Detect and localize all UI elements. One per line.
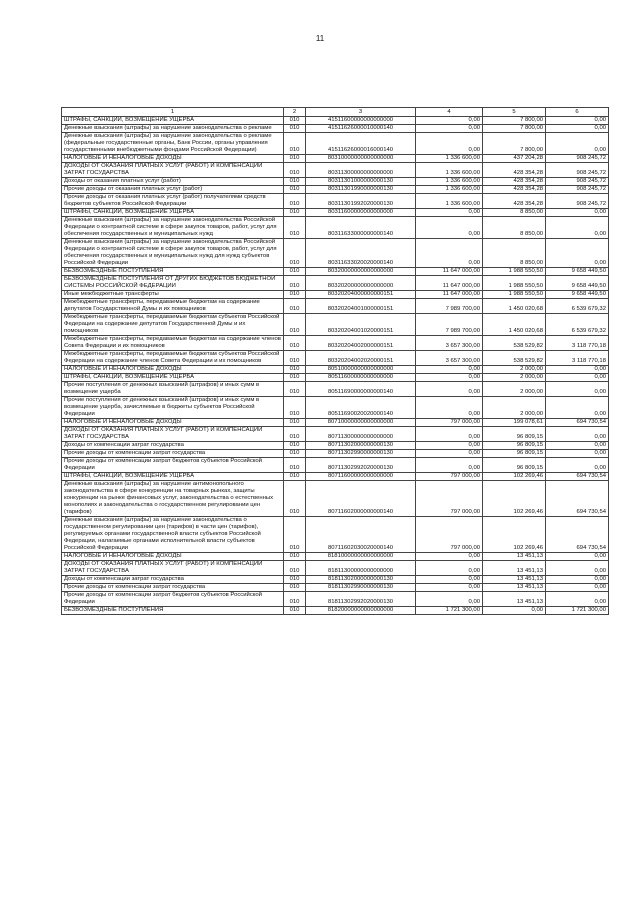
row-name-cell: БЕЗВОЗМЕЗДНЫЕ ПОСТУПЛЕНИЯ ОТ ДРУГИХ БЮДЖЕТОВ БЮДЖЕТНОЙ СИСТЕМЫ РОССИЙСКОЙ ФЕДЕРАЦИИ (62, 276, 284, 291)
row-actual-cell: 13 451,13 (483, 592, 546, 607)
row-plan-cell: 0,00 (416, 239, 483, 268)
table-row (62, 117, 609, 125)
header-cell: 2 (284, 108, 306, 117)
row-actual-cell: 102 269,46 (483, 481, 546, 517)
row-name-cell: ШТРАФЫ, САНКЦИИ, ВОЗМЕЩЕНИЕ УЩЕРБА (62, 117, 284, 125)
row-line-code-cell: 010 (284, 576, 306, 584)
row-name-cell: Прочие доходы от компенсации затрат государства (62, 584, 284, 592)
row-line-code-cell: 010 (284, 382, 306, 397)
row-plan-cell: 11 647 000,00 (416, 268, 483, 276)
row-plan-cell: 0,00 (416, 450, 483, 458)
row-line-code-cell: 010 (284, 419, 306, 427)
row-line-code-cell: 010 (284, 133, 306, 155)
table-row (62, 336, 609, 351)
revenue-table (61, 107, 609, 615)
row-budget-code-cell: 80311633020020000140 (306, 239, 416, 268)
row-name-cell: НАЛОГОВЫЕ И НЕНАЛОГОВЫЕ ДОХОДЫ (62, 366, 284, 374)
row-line-code-cell: 010 (284, 239, 306, 268)
row-line-code-cell: 010 (284, 427, 306, 442)
row-plan-cell: 1 336 600,00 (416, 155, 483, 163)
row-budget-code-cell: 81811302990000000130 (306, 584, 416, 592)
row-remain-cell: 694 730,54 (546, 517, 609, 553)
row-actual-cell: 1 988 550,50 (483, 291, 546, 299)
row-plan-cell: 7 989 700,00 (416, 314, 483, 336)
row-plan-cell: 0,00 (416, 592, 483, 607)
row-remain-cell: 3 118 770,18 (546, 351, 609, 366)
row-plan-cell: 3 657 300,00 (416, 351, 483, 366)
table-row (62, 397, 609, 419)
table-row (62, 553, 609, 561)
row-remain-cell: 908 245,72 (546, 155, 609, 163)
table-row (62, 458, 609, 473)
row-actual-cell: 538 529,82 (483, 351, 546, 366)
row-line-code-cell: 010 (284, 314, 306, 336)
row-name-cell: Иные межбюджетные трансферты (62, 291, 284, 299)
row-name-cell: НАЛОГОВЫЕ И НЕНАЛОГОВЫЕ ДОХОДЫ (62, 155, 284, 163)
row-line-code-cell: 010 (284, 186, 306, 194)
row-budget-code-cell: 81811302992020000130 (306, 592, 416, 607)
row-line-code-cell: 010 (284, 117, 306, 125)
row-budget-code-cell: 80320204002020000151 (306, 351, 416, 366)
row-budget-code-cell: 41511626000010000140 (306, 125, 416, 133)
row-actual-cell: 2 000,00 (483, 374, 546, 382)
row-name-cell: Прочие поступления от денежных взысканий (штрафов) и иных сумм в возмещение ущерба, зачисляемые в бюджеты субъектов Российской Федерации (62, 397, 284, 419)
row-name-cell: Межбюджетные трансферты, передаваемые бюджетам на содержание членов Совета Федерации и их помощников (62, 336, 284, 351)
row-remain-cell: 0,00 (546, 584, 609, 592)
row-name-cell: Прочие доходы от компенсации затрат государства (62, 450, 284, 458)
row-plan-cell: 797 000,00 (416, 419, 483, 427)
row-line-code-cell: 010 (284, 163, 306, 178)
row-name-cell: Доходы от оказания платных услуг (работ) (62, 178, 284, 186)
row-plan-cell: 1 336 600,00 (416, 194, 483, 209)
row-line-code-cell: 010 (284, 374, 306, 382)
row-budget-code-cell: 80320204001000000151 (306, 299, 416, 314)
row-plan-cell: 1 336 600,00 (416, 178, 483, 186)
table-row (62, 186, 609, 194)
row-remain-cell: 0,00 (546, 133, 609, 155)
table-row (62, 366, 609, 374)
row-plan-cell: 0,00 (416, 553, 483, 561)
row-remain-cell: 908 245,72 (546, 186, 609, 194)
row-budget-code-cell: 80311633000000000140 (306, 217, 416, 239)
row-budget-code-cell: 80320000000000000000 (306, 268, 416, 276)
row-budget-code-cell: 80320200000000000000 (306, 276, 416, 291)
row-line-code-cell: 010 (284, 194, 306, 209)
row-name-cell: Денежные взыскания (штрафы) за нарушение законодательства Российской Федерации о контрактной системе в сфере закупок товаров, работ, услуг для обеспечения государственных и муниципальных нужд для нужд субъектов Российской Федерации (62, 239, 284, 268)
row-actual-cell: 8 850,00 (483, 209, 546, 217)
row-remain-cell: 0,00 (546, 209, 609, 217)
row-remain-cell: 0,00 (546, 576, 609, 584)
row-name-cell: Денежные взыскания (штрафы) за нарушение антимонопольного законодательства в сфере конкуренции на товарных рынках, защиты конкуренции на рынке финансовых услуг, законодательства о естественных монополиях и законодательства о государственном регулировании цен (тарифов) (62, 481, 284, 517)
row-plan-cell: 0,00 (416, 117, 483, 125)
row-actual-cell: 1 988 550,50 (483, 268, 546, 276)
row-budget-code-cell: 80320204002000000151 (306, 336, 416, 351)
row-actual-cell: 8 850,00 (483, 239, 546, 268)
row-budget-code-cell: 80711300000000000000 (306, 427, 416, 442)
row-remain-cell: 1 721 300,00 (546, 607, 609, 615)
row-remain-cell: 0,00 (546, 592, 609, 607)
table-row (62, 374, 609, 382)
table-body (62, 117, 609, 615)
row-remain-cell: 0,00 (546, 382, 609, 397)
row-plan-cell: 3 657 300,00 (416, 336, 483, 351)
row-actual-cell: 1 450 020,68 (483, 314, 546, 336)
row-plan-cell: 1 721 300,00 (416, 607, 483, 615)
row-plan-cell: 797 000,00 (416, 481, 483, 517)
row-plan-cell: 0,00 (416, 576, 483, 584)
row-remain-cell: 0,00 (546, 553, 609, 561)
row-remain-cell: 9 658 449,50 (546, 268, 609, 276)
row-plan-cell: 797 000,00 (416, 517, 483, 553)
row-name-cell: Доходы от компенсации затрат государства (62, 442, 284, 450)
row-remain-cell: 0,00 (546, 427, 609, 442)
row-name-cell: Денежные взыскания (штрафы) за нарушение законодательства о рекламе (федеральные государственные органы, Банк России, органы управления государственными внебюджетными фондами Российской Федерации) (62, 133, 284, 155)
row-name-cell: Межбюджетные трансферты, передаваемые бюджетам субъектов Российской Федерации на содержание депутатов Государственной Думы и их помощников (62, 314, 284, 336)
table-row (62, 268, 609, 276)
row-line-code-cell: 010 (284, 336, 306, 351)
row-actual-cell: 102 269,46 (483, 517, 546, 553)
row-line-code-cell: 010 (284, 473, 306, 481)
row-actual-cell: 13 451,13 (483, 561, 546, 576)
header-cell: 6 (546, 108, 609, 117)
row-budget-code-cell: 80310000000000000000 (306, 155, 416, 163)
table-row (62, 155, 609, 163)
table-header-row (62, 108, 609, 117)
row-actual-cell: 428 354,28 (483, 163, 546, 178)
row-plan-cell: 0,00 (416, 427, 483, 442)
row-actual-cell: 7 800,00 (483, 125, 546, 133)
row-actual-cell: 437 204,28 (483, 155, 546, 163)
row-name-cell: НАЛОГОВЫЕ И НЕНАЛОГОВЫЕ ДОХОДЫ (62, 553, 284, 561)
table-row (62, 291, 609, 299)
row-line-code-cell: 010 (284, 584, 306, 592)
row-actual-cell: 538 529,82 (483, 336, 546, 351)
row-plan-cell: 0,00 (416, 374, 483, 382)
row-actual-cell: 96 809,15 (483, 450, 546, 458)
row-remain-cell: 0,00 (546, 125, 609, 133)
row-budget-code-cell: 80320204000000000151 (306, 291, 416, 299)
row-name-cell: Прочие доходы от компенсации затрат бюджетов субъектов Российской Федерации (62, 592, 284, 607)
row-plan-cell: 0,00 (416, 458, 483, 473)
row-remain-cell: 9 658 449,50 (546, 276, 609, 291)
row-remain-cell: 0,00 (546, 366, 609, 374)
row-budget-code-cell: 81811300000000000000 (306, 561, 416, 576)
row-budget-code-cell: 80711602000000000140 (306, 481, 416, 517)
row-actual-cell: 102 269,46 (483, 473, 546, 481)
row-line-code-cell: 010 (284, 397, 306, 419)
table-row (62, 351, 609, 366)
header-cell: 5 (483, 108, 546, 117)
row-line-code-cell: 010 (284, 553, 306, 561)
row-name-cell: Межбюджетные трансферты, передаваемые бюджетам субъектов Российской Федерации на содержание членов Совета Федерации и их помощников (62, 351, 284, 366)
row-actual-cell: 96 809,15 (483, 442, 546, 450)
row-name-cell: Денежные взыскания (штрафы) за нарушение законодательства о рекламе (62, 125, 284, 133)
page-number: 11 (315, 34, 325, 43)
row-line-code-cell: 010 (284, 450, 306, 458)
row-remain-cell: 694 730,54 (546, 481, 609, 517)
row-budget-code-cell: 80511600000000000000 (306, 374, 416, 382)
row-remain-cell: 908 245,72 (546, 163, 609, 178)
table-row (62, 178, 609, 186)
row-name-cell: Доходы от компенсации затрат государства (62, 576, 284, 584)
table-row (62, 217, 609, 239)
row-plan-cell: 0,00 (416, 584, 483, 592)
row-name-cell: БЕЗВОЗМЕЗДНЫЕ ПОСТУПЛЕНИЯ (62, 268, 284, 276)
row-budget-code-cell: 80511690000000000140 (306, 382, 416, 397)
row-budget-code-cell: 80711302000000000130 (306, 442, 416, 450)
row-name-cell: ШТРАФЫ, САНКЦИИ, ВОЗМЕЩЕНИЕ УЩЕРБА (62, 374, 284, 382)
row-remain-cell: 6 539 679,32 (546, 314, 609, 336)
table-row (62, 239, 609, 268)
row-name-cell: ДОХОДЫ ОТ ОКАЗАНИЯ ПЛАТНЫХ УСЛУГ (РАБОТ) И КОМПЕНСАЦИИ ЗАТРАТ ГОСУДАРСТВА (62, 163, 284, 178)
row-plan-cell: 11 647 000,00 (416, 291, 483, 299)
row-remain-cell: 0,00 (546, 458, 609, 473)
row-line-code-cell: 010 (284, 155, 306, 163)
row-remain-cell: 0,00 (546, 374, 609, 382)
row-budget-code-cell: 80710000000000000000 (306, 419, 416, 427)
row-budget-code-cell: 80311600000000000000 (306, 209, 416, 217)
row-remain-cell: 908 245,72 (546, 194, 609, 209)
row-line-code-cell: 010 (284, 351, 306, 366)
table-row (62, 592, 609, 607)
row-budget-code-cell: 41511626000016000140 (306, 133, 416, 155)
row-remain-cell: 0,00 (546, 450, 609, 458)
row-name-cell: ДОХОДЫ ОТ ОКАЗАНИЯ ПЛАТНЫХ УСЛУГ (РАБОТ) И КОМПЕНСАЦИИ ЗАТРАТ ГОСУДАРСТВА (62, 427, 284, 442)
row-line-code-cell: 010 (284, 561, 306, 576)
row-budget-code-cell: 80311301000000000130 (306, 178, 416, 186)
row-actual-cell: 13 451,13 (483, 576, 546, 584)
header-cell: 4 (416, 108, 483, 117)
row-line-code-cell: 010 (284, 276, 306, 291)
row-actual-cell: 2 000,00 (483, 366, 546, 374)
table-row (62, 163, 609, 178)
row-actual-cell: 8 850,00 (483, 217, 546, 239)
table-row (62, 473, 609, 481)
table-row (62, 314, 609, 336)
row-line-code-cell: 010 (284, 442, 306, 450)
row-remain-cell: 9 658 449,50 (546, 291, 609, 299)
row-name-cell: Денежные взыскания (штрафы) за нарушение законодательства о государственном регулировании цен (тарифов) в части цен (тарифов), регулируемых органами государственной власти субъектов Российской Федерации, налагаемые органами исполнительной власти субъектов Российской Федерации (62, 517, 284, 553)
row-name-cell: БЕЗВОЗМЕЗДНЫЕ ПОСТУПЛЕНИЯ (62, 607, 284, 615)
table-row (62, 442, 609, 450)
row-actual-cell: 199 078,61 (483, 419, 546, 427)
table-row (62, 450, 609, 458)
row-budget-code-cell: 81811302000000000130 (306, 576, 416, 584)
row-remain-cell: 0,00 (546, 397, 609, 419)
row-budget-code-cell: 81810000000000000000 (306, 553, 416, 561)
row-remain-cell: 0,00 (546, 117, 609, 125)
row-plan-cell: 0,00 (416, 366, 483, 374)
row-line-code-cell: 010 (284, 481, 306, 517)
row-line-code-cell: 010 (284, 517, 306, 553)
table-row (62, 427, 609, 442)
row-line-code-cell: 010 (284, 217, 306, 239)
row-line-code-cell: 010 (284, 178, 306, 186)
table-row (62, 584, 609, 592)
row-remain-cell: 694 730,54 (546, 473, 609, 481)
row-name-cell: Денежные взыскания (штрафы) за нарушение законодательства Российской Федерации о контрактной системе в сфере закупок товаров, работ, услуг для обеспечения государственных и муниципальных нужд (62, 217, 284, 239)
row-budget-code-cell: 80511690020020000140 (306, 397, 416, 419)
row-plan-cell: 1 336 600,00 (416, 163, 483, 178)
row-actual-cell: 1 450 020,68 (483, 299, 546, 314)
row-line-code-cell: 010 (284, 607, 306, 615)
row-remain-cell: 6 539 679,32 (546, 299, 609, 314)
row-budget-code-cell: 80510000000000000000 (306, 366, 416, 374)
row-actual-cell: 428 354,28 (483, 186, 546, 194)
row-line-code-cell: 010 (284, 458, 306, 473)
header-cell: 1 (62, 108, 284, 117)
row-budget-code-cell: 80711600000000000000 (306, 473, 416, 481)
row-actual-cell: 2 000,00 (483, 382, 546, 397)
header-cell: 3 (306, 108, 416, 117)
row-budget-code-cell: 80711602030020000140 (306, 517, 416, 553)
row-line-code-cell: 010 (284, 299, 306, 314)
row-name-cell: ШТРАФЫ, САНКЦИИ, ВОЗМЕЩЕНИЕ УЩЕРБА (62, 473, 284, 481)
row-budget-code-cell: 81820000000000000000 (306, 607, 416, 615)
table-row (62, 194, 609, 209)
row-name-cell: НАЛОГОВЫЕ И НЕНАЛОГОВЫЕ ДОХОДЫ (62, 419, 284, 427)
row-name-cell: ДОХОДЫ ОТ ОКАЗАНИЯ ПЛАТНЫХ УСЛУГ (РАБОТ) И КОМПЕНСАЦИИ ЗАТРАТ ГОСУДАРСТВА (62, 561, 284, 576)
row-budget-code-cell: 80311301990000000130 (306, 186, 416, 194)
table-row (62, 299, 609, 314)
row-line-code-cell: 010 (284, 125, 306, 133)
row-budget-code-cell: 80320204001020000151 (306, 314, 416, 336)
row-plan-cell: 0,00 (416, 561, 483, 576)
table-row (62, 517, 609, 553)
row-name-cell: Межбюджетные трансферты, передаваемые бюджетам на содержание депутатов Государственной Думы и их помощников (62, 299, 284, 314)
row-actual-cell: 2 000,00 (483, 397, 546, 419)
row-actual-cell: 0,00 (483, 607, 546, 615)
row-budget-code-cell: 80711302990000000130 (306, 450, 416, 458)
row-name-cell: ШТРАФЫ, САНКЦИИ, ВОЗМЕЩЕНИЕ УЩЕРБА (62, 209, 284, 217)
row-actual-cell: 1 988 550,50 (483, 276, 546, 291)
row-remain-cell: 908 245,72 (546, 178, 609, 186)
row-plan-cell: 1 336 600,00 (416, 186, 483, 194)
row-budget-code-cell: 80711302992020000130 (306, 458, 416, 473)
row-actual-cell: 13 451,13 (483, 553, 546, 561)
table-row (62, 561, 609, 576)
row-name-cell: Прочие доходы от компенсации затрат бюджетов субъектов Российской Федерации (62, 458, 284, 473)
row-plan-cell: 0,00 (416, 209, 483, 217)
row-actual-cell: 7 800,00 (483, 133, 546, 155)
row-remain-cell: 0,00 (546, 442, 609, 450)
row-plan-cell: 0,00 (416, 442, 483, 450)
table-row (62, 276, 609, 291)
row-remain-cell: 3 118 770,18 (546, 336, 609, 351)
row-actual-cell: 13 451,13 (483, 584, 546, 592)
row-budget-code-cell: 41511600000000000000 (306, 117, 416, 125)
row-plan-cell: 0,00 (416, 382, 483, 397)
row-actual-cell: 428 354,28 (483, 178, 546, 186)
table-row (62, 481, 609, 517)
row-remain-cell: 0,00 (546, 239, 609, 268)
table-row (62, 419, 609, 427)
row-plan-cell: 0,00 (416, 397, 483, 419)
row-budget-code-cell: 80311300000000000000 (306, 163, 416, 178)
row-actual-cell: 7 800,00 (483, 117, 546, 125)
row-remain-cell: 694 730,54 (546, 419, 609, 427)
row-actual-cell: 96 809,15 (483, 458, 546, 473)
table-row (62, 133, 609, 155)
row-remain-cell: 0,00 (546, 217, 609, 239)
row-plan-cell: 797 000,00 (416, 473, 483, 481)
row-name-cell: Прочие доходы от оказания платных услуг (работ) (62, 186, 284, 194)
row-plan-cell: 11 647 000,00 (416, 276, 483, 291)
row-line-code-cell: 010 (284, 209, 306, 217)
row-line-code-cell: 010 (284, 592, 306, 607)
row-remain-cell: 0,00 (546, 561, 609, 576)
row-line-code-cell: 010 (284, 291, 306, 299)
row-plan-cell: 7 989 700,00 (416, 299, 483, 314)
row-name-cell: Прочие доходы от оказания платных услуг (работ) получателями средств бюджетов субъектов Российской Федерации (62, 194, 284, 209)
row-plan-cell: 0,00 (416, 217, 483, 239)
row-plan-cell: 0,00 (416, 125, 483, 133)
table-row (62, 382, 609, 397)
row-actual-cell: 428 354,28 (483, 194, 546, 209)
table-row (62, 576, 609, 584)
row-actual-cell: 96 809,15 (483, 427, 546, 442)
table-row (62, 209, 609, 217)
table-row (62, 607, 609, 615)
row-line-code-cell: 010 (284, 366, 306, 374)
row-plan-cell: 0,00 (416, 133, 483, 155)
row-name-cell: Прочие поступления от денежных взысканий (штрафов) и иных сумм в возмещение ущерба (62, 382, 284, 397)
row-budget-code-cell: 80311301992020000130 (306, 194, 416, 209)
row-line-code-cell: 010 (284, 268, 306, 276)
table-row (62, 125, 609, 133)
